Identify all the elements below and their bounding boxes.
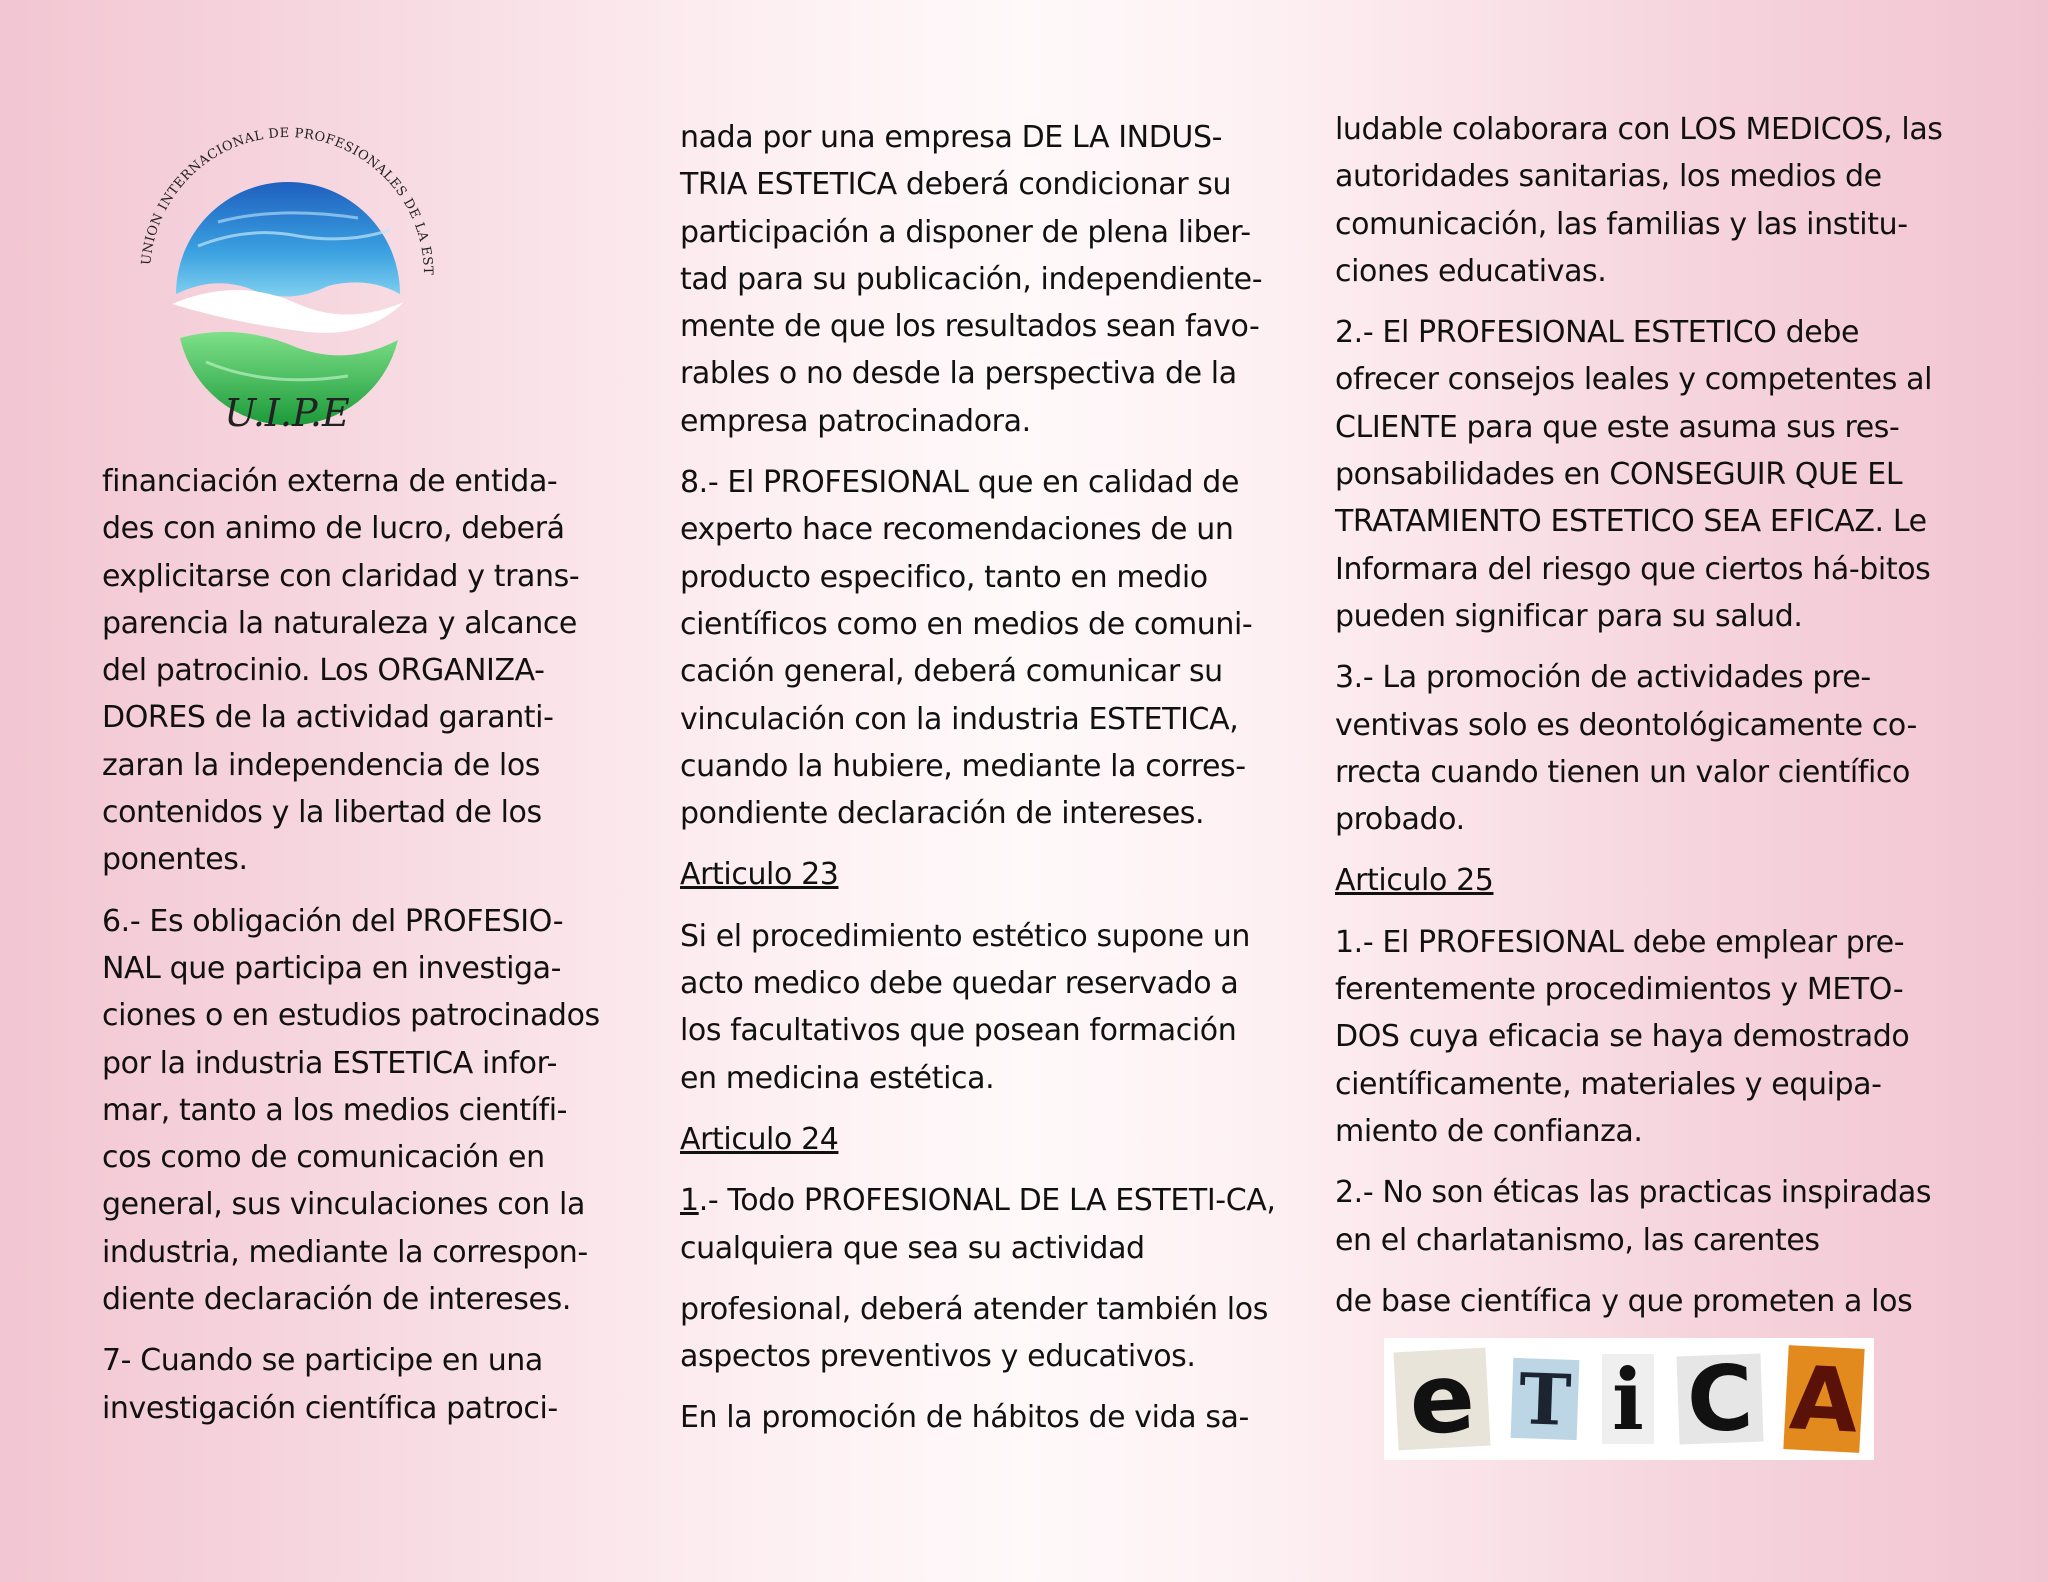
item-number: 1 [680, 1183, 699, 1219]
col2-paragraph: nada por una empresa DE LA INDUS-TRIA ESTETICA deberá condicionar su participación a disponer de plena liber-tad para su publicación, independiente-mente de que los resultados sean favo-rables o no desde la perspectiva de la empresa patrocinadora. [680, 120, 1263, 439]
col3-paragraph: ludable colaborara con LOS MEDICOS, las autoridades sanitarias, los medios de comunicación, las familias y las institu-ciones educativas. [1335, 112, 1943, 289]
col3-paragraph: 2.- No son éticas las practicas inspiradas en el charlatanismo, las carentes [1335, 1175, 1932, 1258]
article-24-heading: Articulo 24 [680, 1121, 839, 1157]
col1-paragraph: financiación externa de entida-des con animo de lucro, deberá explicitarse con claridad y trans-parencia la naturaleza y alcance del patrocinio. Los ORGANIZA-DORES de la actividad garanti-zaran la independencia de los contenidos y la libertad de los ponentes. [102, 464, 580, 878]
col3-paragraph: 2.- El PROFESIONAL ESTETICO debe ofrecer consejos leales y competentes al CLIENTE para que este asuma sus res-ponsabilidades en CONSEGUIR QUE EL TRATAMIENTO ESTETICO SEA EFICAZ. Le Informara del riesgo que ciertos há-bitos pueden significar para su salud. [1335, 315, 1933, 634]
letter-tile: A [1783, 1345, 1864, 1453]
column-1 [102, 458, 602, 1432]
col2-paragraph: profesional, deberá atender también los aspectos preventivos y educativos. [680, 1291, 1268, 1375]
column-2 [680, 114, 1280, 1442]
logo-acronym: U.I.P.E [224, 391, 350, 435]
article-25-heading: Articulo 25 [1335, 863, 1494, 899]
letter-tile: C [1676, 1354, 1763, 1445]
col2-paragraph [680, 1177, 1280, 1272]
uipe-logo [128, 126, 446, 446]
item-text: .- Todo PROFESIONAL DE LA ESTETI-CA, cualquiera que sea su actividad [680, 1183, 1276, 1266]
col2-paragraph: 8.- El PROFESIONAL que en calidad de experto hace recomendaciones de un producto especifico, tanto en medio científicos como en medios de comuni-cación general, deberá comunicar su vinculación con la industria ESTETICA, cuando la hubiere, mediante la corres-pondiente declaración de intereses. [680, 465, 1253, 832]
col3-paragraph: de base científica y que prometen a los [1335, 1283, 1913, 1319]
letter-tile: i [1602, 1354, 1654, 1444]
letter-tile: e [1393, 1348, 1490, 1451]
col1-paragraph: 7- Cuando se participe en una investigación científica patroci- [102, 1343, 558, 1426]
etica-banner [1384, 1338, 1874, 1460]
logo-arc-text: UNION INTERNACIONAL DE PROFESIONALES DE LA EST [139, 126, 436, 276]
col3-paragraph: 1.- El PROFESIONAL debe emplear pre-ferentemente procedimientos y METO-DOS cuya eficacia se haya demostrado científicamente, materiales y equipa-miento de confianza. [1335, 924, 1910, 1149]
column-3 [1335, 106, 1945, 1325]
globe-hands-logo-icon [128, 126, 446, 446]
col1-paragraph: 6.- Es obligación del PROFESIO-NAL que participa en investiga-ciones o en estudios patrocinados por la industria ESTETICA infor-mar, tanto a los medios científi-cos como de comunicación en general, sus vinculaciones con la industria, mediante la correspon-diente declaración de intereses. [102, 903, 600, 1318]
col2-paragraph: En la promoción de hábitos de vida sa- [680, 1400, 1249, 1436]
article-23-heading: Articulo 23 [680, 857, 839, 893]
col3-paragraph: 3.- La promoción de actividades pre-ventivas solo es deontológicamente co-rrecta cuando tienen un valor científico probado. [1335, 660, 1917, 838]
col2-paragraph: Si el procedimiento estético supone un acto medico debe quedar reservado a los facultativos que posean formación en medicina estética. [680, 918, 1250, 1096]
letter-tile: T [1511, 1358, 1580, 1440]
